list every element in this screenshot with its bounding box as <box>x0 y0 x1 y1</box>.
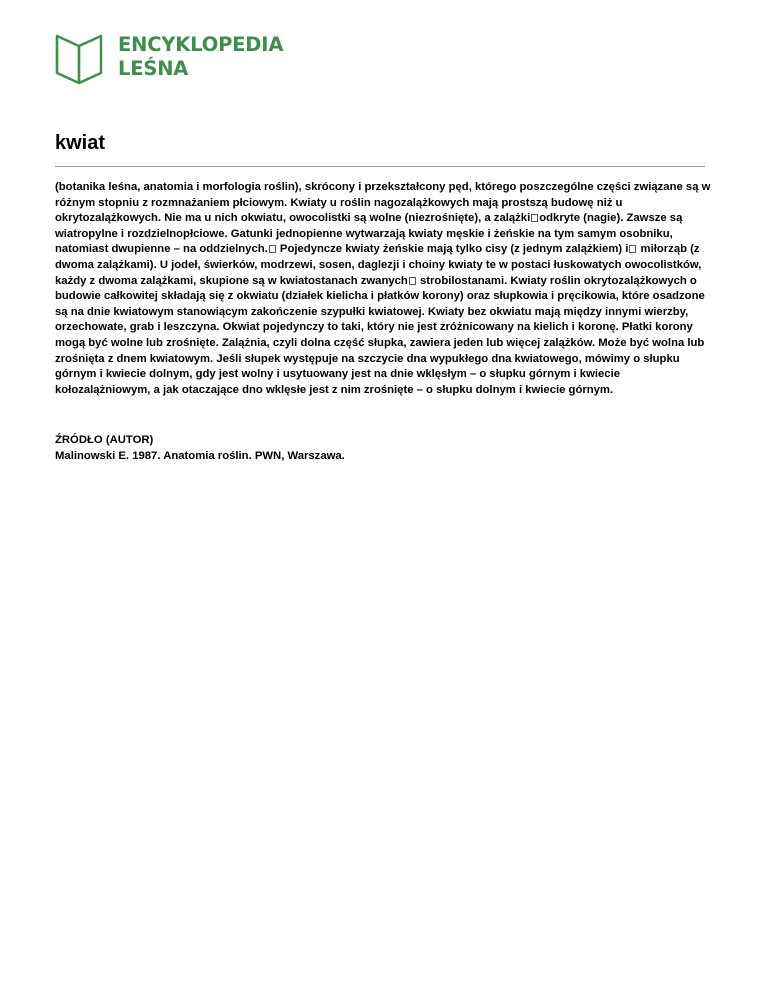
source-section <box>55 433 345 464</box>
source-heading: ŹRÓDŁO (AUTOR) <box>55 434 154 446</box>
body-segment: Pojedyncze kwiaty żeńskie mają tylko cisy (z jednym zalążkiem) i <box>276 243 629 256</box>
missing-glyph-icon <box>629 245 636 253</box>
logo-line-2: LEŚNA <box>118 57 189 80</box>
body-segment: strobilostanami. Kwiaty roślin okrytozalążkowych o budowie całkowitej składają się z okwiatu (działek kielicha i płatków korony) oraz słupkowia i pręcikowia, które osadzone są na dnie kwiatowym stanowiącym zakończenie szypułki kwiatowej. Kwiaty bez okwiatu mają między innymi wierzby, orzechowate, grab i leszczyna. Okwiat pojedynczy to taki, który nie jest zróżnicowany na kielich i koronę. Płatki korony mogą być wolne lub zrośnięte. Zalążnia, czyli dolna część słupka, zawiera jeden lub więcej zalążków. Może być wolna lub zrośnięta z dnem kwiatowym. Jeśli słupek występuje na szczycie dna wypukłego dna kwiatowego, mówimy o słupku górnym i kwiecie dolnym, gdy jest wolny i usytuowany jest na dnie wklęsłym – o słupku górnym i kwiecie kołozalążniowym, a jak otaczające dno wklęsłe jest z nim zrośnięte – o słupku dolnym i kwiecie górnym. <box>55 274 705 396</box>
source-citation: Malinowski E. 1987. Anatomia roślin. PWN, Warszawa. <box>55 449 345 462</box>
body-segment: (botanika leśna, anatomia i morfologia roślin), skrócony i przekształcony pęd, którego poszczególne części związane są w różnym stopniu z rozmnażaniem płciowym. Kwiaty u roślin nagozalążkowych mają prostszą budowę niż u okrytozalążkowych. Nie ma u nich okwiatu, owocolistki są wolne (niezrośnięte), a zalążki <box>55 181 711 225</box>
logo-line-1: ENCYKLOPEDIA <box>118 33 284 56</box>
title-divider <box>55 166 705 167</box>
article-title: kwiat <box>55 132 106 154</box>
open-book-icon <box>55 33 105 85</box>
missing-glyph-icon <box>269 245 276 253</box>
body-segment: odkryte (nagie). Zawsze są wiatropylne i rozdzielnopłciowe. Gatunki jednopienne wytwarzają kwiaty męskie i żeńskie na tym samym osobniku, natomiast dwupienne – na oddzielnych. <box>55 212 683 256</box>
body-segment: miłorząb (z dwoma zalążkami). U jodeł, świerków, modrzewi, sosen, daglezji i choiny kwiaty te w postaci łuskowatych owocolistków, każdy z dwoma zalążkami, skupione są w kwiatostanach zwanych <box>55 243 702 287</box>
article-body <box>55 180 711 398</box>
missing-glyph-icon <box>409 277 416 285</box>
site-logo[interactable] <box>55 33 305 85</box>
missing-glyph-icon <box>531 214 538 222</box>
logo-wordmark <box>118 33 283 81</box>
